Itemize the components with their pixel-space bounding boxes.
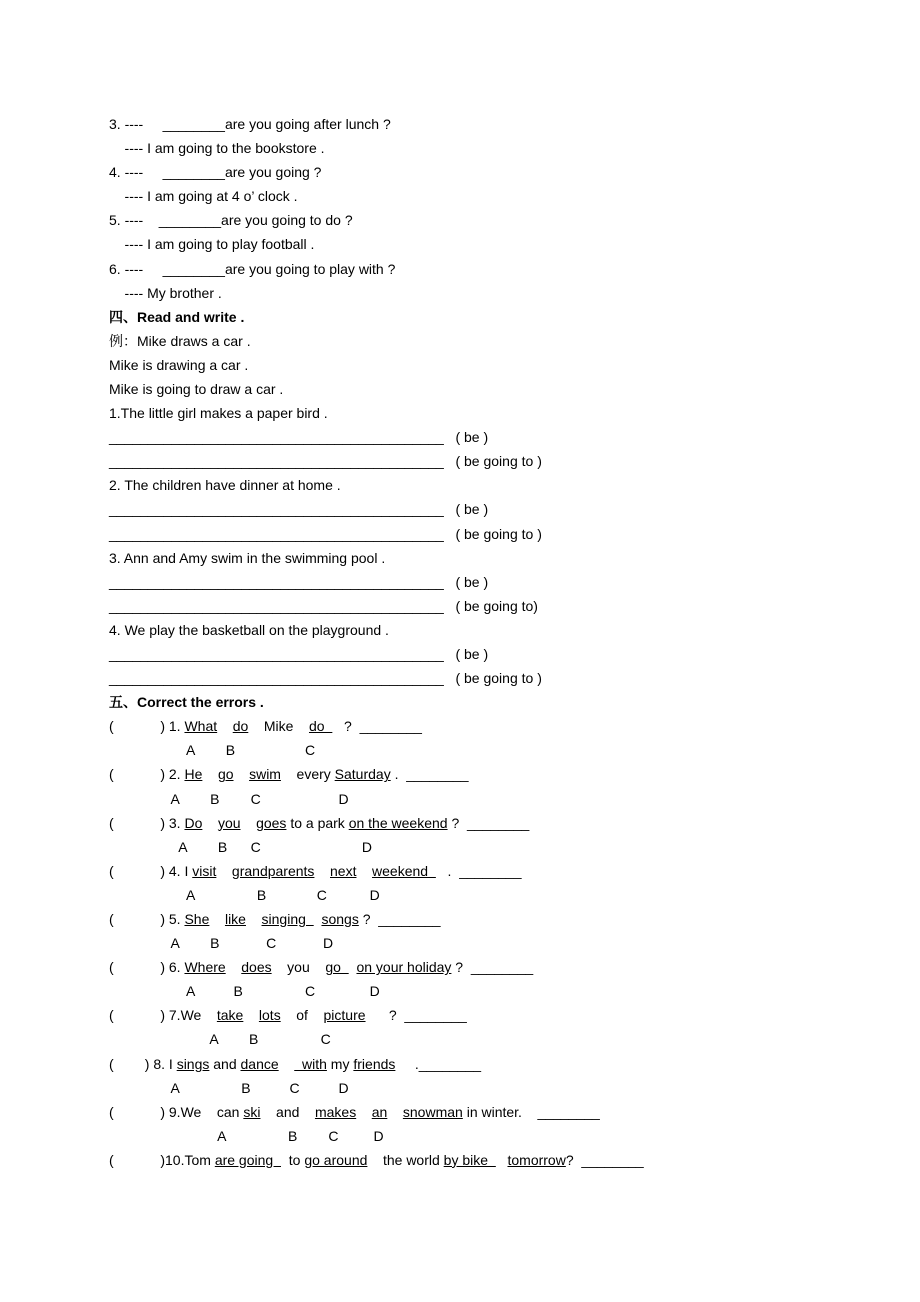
text-line — [109, 837, 372, 857]
text-line — [109, 764, 469, 784]
underlined-option: dance — [240, 1055, 279, 1072]
text-segment: ? ________ — [332, 718, 422, 735]
text-segment: ( ) 8. I — [109, 1055, 177, 1072]
underlined-option: snowman — [402, 1103, 463, 1120]
text-line — [109, 403, 328, 423]
text-segment: you — [271, 959, 326, 976]
text-segment: 3. ---- ________are you going after lunch ? — [109, 116, 391, 132]
text-line — [109, 499, 488, 519]
text-segment: ___________________________________________ ( be ) — [109, 429, 489, 446]
text-line — [109, 162, 321, 182]
underlined-option: by bike — [443, 1151, 496, 1168]
text-segment: ___________________________________________ ( be going to ) — [109, 670, 542, 687]
text-line — [109, 596, 538, 616]
text-line — [109, 475, 341, 495]
text-segment: Mike is going to draw a car . — [109, 380, 284, 397]
underlined-option: like — [224, 910, 246, 927]
text-segment — [246, 911, 262, 927]
underlined-option: singing — [261, 910, 314, 927]
text-segment: 2. The children have dinner at home . — [109, 477, 341, 494]
text-segment — [496, 1152, 508, 1168]
underlined-option: swim — [249, 766, 281, 783]
text-segment: ---- I am going at 4 o’ clock . — [109, 188, 298, 205]
text-line — [109, 692, 264, 712]
text-segment — [216, 863, 232, 879]
text-segment: 1.The little girl makes a paper bird . — [109, 405, 328, 422]
text-segment: ( )10.Tom — [109, 1151, 215, 1168]
text-segment: ___________________________________________ ( be ) — [109, 501, 489, 518]
text-segment — [226, 959, 242, 975]
text-segment: 4. We play the basketball on the playground . — [109, 621, 389, 638]
underlined-option: on the weekend — [348, 814, 448, 831]
text-segment — [202, 766, 218, 782]
underlined-option: on your holiday — [356, 959, 452, 976]
text-line — [109, 524, 542, 544]
text-segment: ___________________________________________ ( be going to ) — [109, 453, 542, 470]
underlined-option: friends — [353, 1055, 396, 1072]
underlined-option: next — [330, 862, 357, 879]
text-line — [109, 1126, 384, 1146]
text-line — [109, 307, 244, 327]
underlined-option: an — [371, 1103, 388, 1120]
text-line — [109, 957, 533, 977]
text-line — [109, 789, 349, 809]
text-line — [109, 1150, 644, 1170]
text-line — [109, 379, 283, 399]
underlined-option: take — [216, 1007, 244, 1024]
text-line — [109, 740, 315, 760]
text-segment: ( ) 6. — [109, 959, 185, 976]
text-segment: A B C — [109, 1031, 331, 1048]
text-line — [109, 259, 395, 279]
text-line — [109, 1102, 600, 1122]
text-line — [109, 114, 391, 134]
text-segment: of — [280, 1007, 324, 1024]
text-line — [109, 620, 389, 640]
text-segment: A B C D — [109, 1079, 349, 1096]
text-segment: in winter. ________ — [462, 1103, 600, 1120]
underlined-option: weekend — [372, 862, 436, 879]
underlined-option: you — [217, 814, 241, 831]
text-line — [109, 668, 542, 688]
text-segment: . ________ — [435, 862, 522, 879]
underlined-option: go — [325, 959, 349, 976]
text-segment: ---- My brother . — [109, 284, 222, 301]
text-line — [109, 909, 441, 929]
text-line — [109, 548, 385, 568]
text-segment — [217, 718, 233, 734]
text-segment: ( ) 5. — [109, 910, 185, 927]
text-segment: ---- I am going to play football . — [109, 236, 315, 253]
text-line — [109, 186, 298, 206]
text-segment: ? ________ — [451, 959, 534, 976]
text-segment: 6. ---- ________are you going to play with ? — [109, 260, 396, 277]
text-segment: ( ) 1. — [109, 718, 185, 735]
text-segment: ___________________________________________ ( be ) — [109, 645, 489, 662]
text-segment: ---- I am going to the bookstore . — [109, 140, 325, 157]
text-segment — [202, 815, 218, 831]
text-segment: 5. ---- ________are you going to do ? — [109, 212, 353, 229]
underlined-option: She — [184, 910, 210, 927]
text-line — [109, 331, 251, 351]
text-segment: ( ) 9.We can — [109, 1103, 244, 1120]
text-line — [109, 355, 248, 375]
text-line — [109, 210, 353, 230]
text-segment: ( ) 2. — [109, 766, 185, 783]
underlined-option: goes — [256, 814, 287, 831]
text-segment — [209, 911, 225, 927]
text-segment: and — [260, 1103, 315, 1120]
text-segment: ( ) 4. I — [109, 862, 193, 879]
underlined-option: does — [241, 959, 272, 976]
text-segment — [279, 1056, 295, 1072]
section-heading: 四、Read and write . — [109, 308, 245, 325]
text-segment: ___________________________________________ ( be going to ) — [109, 525, 542, 542]
text-segment: and — [209, 1055, 241, 1072]
text-segment: ( ) 7.We — [109, 1007, 217, 1024]
text-segment: A B C — [109, 742, 316, 759]
text-line — [109, 644, 488, 664]
text-segment: A B C D — [109, 838, 372, 855]
underlined-option: go — [217, 766, 234, 783]
text-segment: ? ________ — [565, 1151, 644, 1168]
text-line — [109, 1078, 349, 1098]
text-line — [109, 572, 488, 592]
underlined-option: picture — [323, 1007, 366, 1024]
underlined-option: Do — [184, 814, 203, 831]
underlined-option: ski — [243, 1103, 261, 1120]
text-line — [109, 138, 325, 158]
underlined-option: Saturday — [334, 766, 391, 783]
text-segment — [356, 1104, 372, 1120]
text-segment: A B C D — [109, 790, 349, 807]
underlined-option: do — [308, 718, 333, 735]
text-segment: to a park — [286, 814, 349, 831]
underlined-option: What — [184, 718, 218, 735]
text-line — [109, 861, 522, 881]
text-segment: the world — [367, 1151, 444, 1168]
underlined-option: He — [184, 766, 203, 783]
text-segment: my — [326, 1055, 354, 1072]
text-segment: A B C D — [109, 886, 380, 903]
text-line — [109, 427, 488, 447]
text-line — [109, 933, 333, 953]
text-line — [109, 451, 542, 471]
text-segment: Mike — [248, 718, 309, 735]
text-segment: ? ________ — [358, 910, 441, 927]
text-segment: every — [280, 766, 335, 783]
underlined-option: songs — [321, 910, 359, 927]
underlined-option: go around — [304, 1151, 368, 1168]
text-segment — [314, 863, 330, 879]
underlined-option: sings — [176, 1055, 210, 1072]
text-segment: ___________________________________________ ( be ) — [109, 573, 489, 590]
text-line — [109, 981, 380, 1001]
text-segment: to — [280, 1151, 305, 1168]
text-line — [109, 813, 529, 833]
text-line — [109, 283, 222, 303]
text-line — [109, 1054, 481, 1074]
underlined-option: are going — [214, 1151, 281, 1168]
text-line — [109, 1005, 467, 1025]
text-line — [109, 885, 380, 905]
text-segment: A B C D — [109, 935, 334, 952]
underlined-option: makes — [314, 1103, 357, 1120]
underlined-option: grandparents — [231, 862, 315, 879]
text-segment: 例：Mike draws a car . — [109, 332, 251, 349]
underlined-option: lots — [258, 1007, 281, 1024]
text-segment: 4. ---- ________are you going ? — [109, 164, 322, 181]
underlined-option: with — [294, 1055, 327, 1072]
text-segment: .________ — [395, 1055, 482, 1072]
text-segment — [356, 863, 372, 879]
text-segment: ? ________ — [365, 1007, 467, 1024]
text-segment — [387, 1104, 403, 1120]
text-segment: . ________ — [390, 766, 469, 783]
text-line — [109, 1029, 331, 1049]
text-segment: ? ________ — [447, 814, 530, 831]
text-segment: 3. Ann and Amy swim in the swimming pool . — [109, 549, 386, 566]
text-segment — [241, 815, 257, 831]
text-segment: ( ) 3. — [109, 814, 185, 831]
text-segment: ___________________________________________ ( be going to) — [109, 597, 538, 614]
text-segment: A B C D — [109, 1127, 384, 1144]
text-segment — [243, 1007, 259, 1023]
underlined-option: do — [232, 718, 249, 735]
underlined-option: Where — [184, 959, 226, 976]
text-line — [109, 234, 314, 254]
section-heading: 五、Correct the errors . — [109, 694, 264, 711]
underlined-option: visit — [192, 862, 217, 879]
text-line — [109, 716, 422, 736]
text-segment: Mike is drawing a car . — [109, 356, 249, 373]
text-segment: A B C D — [109, 983, 380, 1000]
underlined-option: tomorrow — [507, 1151, 566, 1168]
text-segment — [234, 766, 250, 782]
